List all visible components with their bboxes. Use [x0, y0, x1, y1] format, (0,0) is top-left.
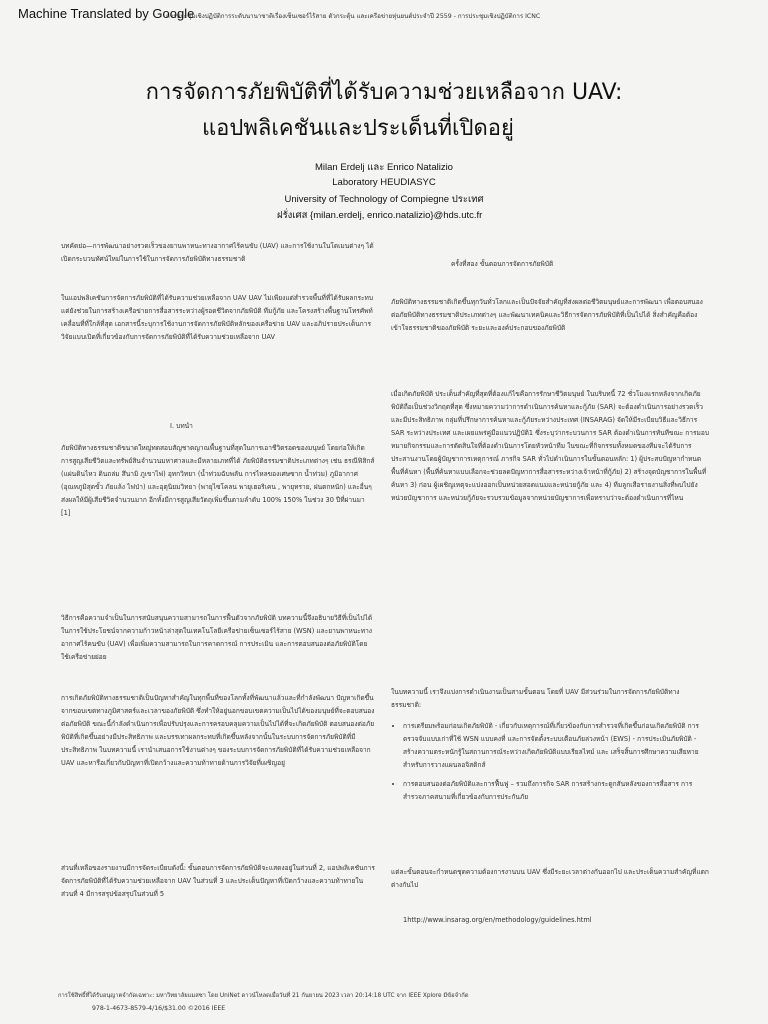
section-2-paragraph-4: แต่ละขั้นตอนจะกำหนดชุดความต้องการงานบน UAV ซึ่งมีระยะเวลาต่างกันออกไป และประเด็นความสำคัญที่แตกต่างกันไป	[391, 868, 709, 889]
section-2-paragraph-1: ภัยพิบัติทางธรรมชาติเกิดขึ้นทุกวันทั่วโลกและเป็นปัจจัยสำคัญที่ส่งผลต่อชีวิตมนุษย์และการพัฒนา เพื่อตอบสนองต่อภัยพิบัติทางธรรมชาติประเภทต่างๆ และพัฒนาเทคนิคและวิธีการจัดการภัยพิบัติที่เป็นไปได้ สิ่งสำคัญคือต้องเข้าใจธรรมชาติของภัยพิบัติ ระยะและองค์ประกอบของภัยพิบัติ	[391, 298, 703, 332]
phase-bullet-1: • การเตรียมพร้อมก่อนเกิดภัยพิบัติ - เกี่ยวกับเหตุการณ์ที่เกี่ยวข้องกับการสำรวจที่เกิดขึ้นก่อนเกิดภัยพิบัติ การตรวจจับแบบเก่าที่ใช้ WSN แบบคงที่ และการจัดตั้งระบบเตือนภัยล่วงหน้า (EWS) - การประเมินภัยพิบัติ - สร้างความตระหนักรู้ในสถานการณ์ระหว่างเกิดภัยพิบัติแบบเรียลไทม์ และ เสร็จสิ้นการศึกษาความเสียหาย สำหรับการวางแผนลอจิสติกส์	[403, 720, 709, 772]
license-notice: การใช้สิทธิ์ที่ได้รับอนุญาตจำกัดเฉพาะ: มหาวิทยาลัยแมสซา โดย UniNet ดาวน์โหลดเมื่อวันที่ 21 กันยายน 2023 เวลา 20:14:18 UTC จาก IEEE Xplore มีข้อจำกัด	[58, 993, 469, 999]
phase-bullet-list	[391, 720, 709, 810]
author-names: Milan Erdelj และ Enrico Natalizio	[315, 162, 453, 173]
abstract-paragraph-1: บทคัดย่อ—การพัฒนาอย่างรวดเร็วของยานพาหนะทางอากาศไร้คนขับ (UAV) และการใช้งานในโดเมนต่างๆ ได้เปิดกระบวนทัศน์ใหม่ในการใช้ในการจัดการภัยพิบัติทางธรรมชาติ	[61, 242, 374, 263]
paper-title-line-2: แอปพลิเคชันและประเด็นที่เปิดอยู่	[202, 116, 514, 141]
section-2-paragraph-3: ในบทความนี้ เราจึงแบ่งการดำเนินงานเป็นสามขั้นตอน โดยที่ UAV มีส่วนร่วมในการจัดการภัยพิบัติทางธรรมชาติ:	[391, 688, 680, 709]
isbn-copyright: 978-1-4673-8579-4/16/$31.00 ©2016 IEEE	[92, 1005, 226, 1012]
intro-paragraph-3: การเกิดภัยพิบัติทางธรรมชาติเป็นปัญหาสำคัญในทุกพื้นที่ของโลกทั้งที่พัฒนาแล้วและที่กำลังพัฒนา ปัญหาเกิดขึ้นจากขอบเขตทางภูมิศาสตร์และเวลาของภัยพิบัติ ซึ่งทำให้อยู่นอกขอบเขตความเป็นไปได้ของมนุษย์ที่จะตอบสนองต่อภัยพิบัติ ขณะนี้กำลังดำเนินการเพื่อปรับปรุงและการครอบคลุมความเป็นไปได้ที่จะเกิดภัยพิบัติ ตอบสนองต่อภัยพิบัติที่เกิดขึ้นอย่างมีประสิทธิภาพ และบรรเทาผลกระทบที่เกิดขึ้นหลังจากนั้นในระบบการจัดการภัยพิบัติที่มีประสิทธิภาพ ในบทความนี้ เรานำเสนอการใช้งานต่างๆ ของระบบการจัดการภัยพิบัติที่ได้รับความช่วยเหลือจาก UAV และหารือเกี่ยวกับปัญหาที่เปิดกว้างและความท้าทายด้านการวิจัยที่เผชิญอยู่	[61, 694, 375, 767]
section-2-paragraph-2: เมื่อเกิดภัยพิบัติ ประเด็นสำคัญที่สุดที่ต้องแก้ไขคือการรักษาชีวิตมนุษย์ ในบริบทนี้ 72 ชั่วโมงแรกหลังจากเกิดภัยพิบัติถือเป็นช่วงวิกฤตที่สุด ซึ่งหมายความว่าการดำเนินการค้นหาและกู้ภัย (SAR) จะต้องดำเนินการอย่างรวดเร็วและมีประสิทธิภาพ กลุ่มที่ปรึกษาการค้นหาและกู้ภัยระหว่างประเทศ (INSARAG) จัดให้มีระเบียบวิธีและวิธีการ SAR ระหว่างประเทศ และเผยแพร่คู่มือแนวปฏิบัติ1 ซึ่งระบุว่ากระบวนการ SAR ต้องดำเนินการทันทีขณะ การมอบหมายกิจกรรมและการตัดสินใจที่ต้องดำเนินการโดยหัวหน้าทีม ในขณะที่กิจกรรมทั้งหมดของทีมจะได้รับการประสานงานโดยผู้บัญชาการเหตุการณ์ ภารกิจ SAR ทั่วไปดำเนินการในขั้นตอนหลัก: 1) ผู้ประสบปัญหากำหนดพื้นที่ค้นหา (พื้นที่ค้นหาแบบเลือกจะช่วยลดปัญหาการสื่อสารระหว่างเจ้าหน้าที่กู้ภัย) 2) สร้างจุดบัญชาการในพื้นที่ค้นหา 3) ก่อน ผู้เผชิญเหตุจะแบ่งออกเป็นหน่วยสอดแนมและหน่วยกู้ภัย และ 4) ทีมลูกเสือรายงานสิ่งที่พบไปยังหน่วยบัญชาการ และหน่วยกู้ภัยจะรวบรวมข้อมูลจากหน่วยบัญชาการเพื่อทราบว่าจะต้องดำเนินการที่ไหน	[391, 390, 710, 502]
abstract-paragraph-2: ในแอปพลิเคชันการจัดการภัยพิบัติที่ได้รับความช่วยเหลือจาก UAV UAV ไม่เพียงแต่สำรวจพื้นที่ที่ได้รับผลกระทบ แต่ยังช่วยในการสร้างเครือข่ายการสื่อสารระหว่างผู้รอดชีวิตจากภัยพิบัติ ทีมกู้ภัย และโครงสร้างพื้นฐานโทรศัพท์เคลื่อนที่ที่ใกล้ที่สุด เอกสารนี้ระบุการใช้งานการจัดการภัยพิบัติหลักของเครือข่าย UAV และอภิปรายประเด็นการวิจัยแบบเปิดที่เกี่ยวข้องกับการจัดการภัยพิบัติที่ได้รับความช่วยเหลือจาก UAV	[61, 294, 374, 341]
author-university: University of Technology of Compiegne ประเทศ	[284, 194, 484, 205]
machine-translated-banner: Machine Translated by Google	[18, 6, 195, 21]
intro-paragraph-4: ส่วนที่เหลือของรายงานมีการจัดระเบียบดังนี้: ขั้นตอนการจัดการภัยพิบัติจะแสดงอยู่ในส่วนที่ 2, แอปพลิเคชันการจัดการภัยพิบัติที่ได้รับความช่วยเหลือจาก UAV ในส่วนที่ 3 และประเด็นปัญหาที่เปิดกว้างและความท้าทายในส่วนที่ 4 มีการสรุปข้อสรุปในส่วนที่ 5	[61, 864, 375, 898]
author-lab: Laboratory HEUDIASYC	[332, 177, 436, 188]
conference-header: การประชุมเชิงปฏิบัติการระดับนานาชาติเรื่องเซ็นเซอร์ไร้สาย ตัวกระตุ้น และเครือข่ายหุ่นยนต์ประจำปี 2559 - การประชุมเชิงปฏิบัติการ ICNC	[166, 13, 541, 20]
phase-bullet-2: • การตอบสนองต่อภัยพิบัติและการฟื้นฟู – รวมถึงการกิจ SAR การสร้างกระดูกสันหลังของการสื่อสาร การสำรวจภาคสนามที่เกี่ยวข้องกับการประกันภัย	[403, 778, 709, 804]
paper-title-line-1: การจัดการภัยพิบัติที่ได้รับความช่วยเหลือจาก UAV:	[145, 80, 623, 105]
section-2-heading: ครั้งที่สอง ขั้นตอนการจัดการภัยพิบัติ	[451, 260, 554, 268]
author-email: ฝรั่งเศส {milan.erdelj, enrico.natalizio}@hds.utc.fr	[277, 210, 483, 221]
section-1-heading: I. บทนำ	[170, 422, 193, 430]
intro-paragraph-2: วิธีการคือความจำเป็นในการสนับสนุนความสามารถในการฟื้นตัวจากภัยพิบัติ บทความนี้จึงอธิบายวิธีที่เป็นไปได้ในการใช้ประโยชน์จากความก้าวหน้าล่าสุดในเทคโนโลยีเครือข่ายเซ็นเซอร์ไร้สาย (WSN) และยานพาหนะทางอากาศไร้คนขับ (UAV) เพื่อเพิ่มความสามารถในการคาดการณ์ การประเมิน และการตอบสนองต่อภัยพิบัติโดยใช้เครือข่ายย่อย	[61, 614, 373, 661]
intro-paragraph-1: ภัยพิบัติทางธรรมชาติขนาดใหญ่ทดสอบสัญชาตญาณพื้นฐานที่สุดในการเอาชีวิตรอดของมนุษย์ โดยก่อให้เกิดการสูญเสียชีวิตและทรัพย์สินจำนวนมหาศาลและมีหลายเภทที่ได้ ภัยพิบัติธรรมชาติประเภทต่างๆ เช่น ธรณีฟิสิกส์ (แผ่นดินไหว ดินถล่ม สึนามิ ภูเขาไฟ) อุทกวิทยา (น้ำท่วมฉับพลัน การไหลของเศษซาก น้ำท่วม) ภูมิอากาศ (อุณหภูมิสุดขั้ว ภัยแล้ง ไฟป่า) และอุตุนิยมวิทยา (พายุไซโคลน พายุเฮอริเคน , พายุทราย, ฝนตกหนัก) และอื่นๆ ส่งผลให้มีผู้เสียชีวิตจำนวนมาก อีกทั้งมีการสูญเสียวัตถุเพิ่มขึ้นตามลำดับ 100% 150% ในช่วง 30 ปีที่ผ่านมา [1]	[61, 444, 375, 517]
footnote-url: 1http://www.insarag.org/en/methodology/guidelines.html	[403, 916, 592, 924]
